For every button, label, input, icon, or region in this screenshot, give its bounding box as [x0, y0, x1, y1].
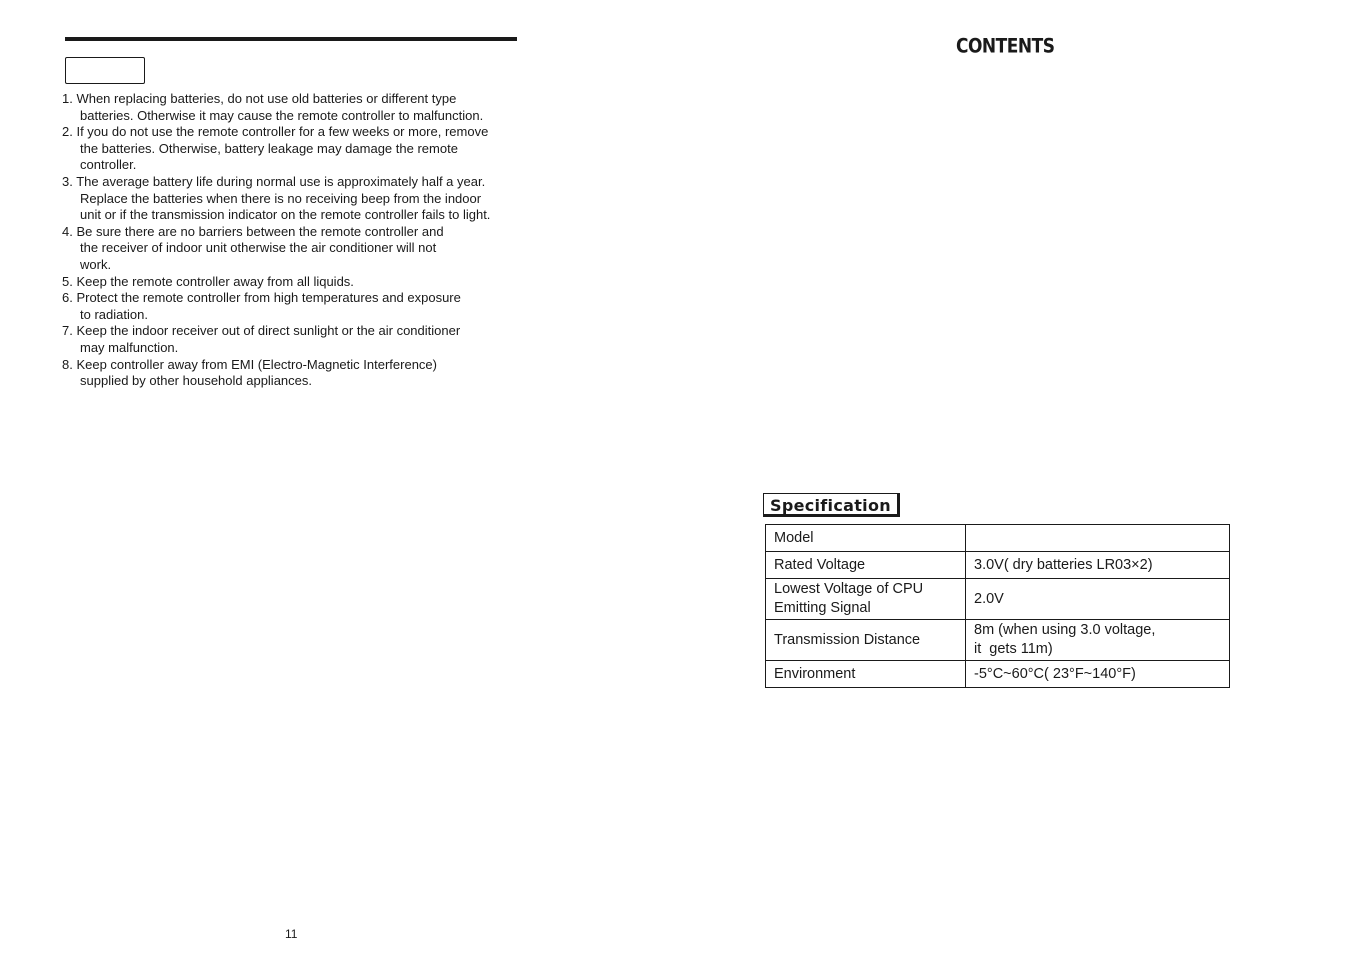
note-line: 3. The average battery life during normal use is approximately half a year.	[62, 173, 486, 189]
note-line: 2. If you do not use the remote controller for a few weeks or more, remove	[62, 124, 489, 140]
note-line: 8. Keep controller away from EMI (Electro-Magnetic Interference)	[62, 356, 437, 372]
top-rule	[65, 37, 517, 41]
specification-table	[765, 524, 1230, 688]
note-line: may malfunction.	[80, 339, 179, 355]
table-row	[766, 620, 1230, 661]
spec-value: -5°C~60°C( 23°F~140°F)	[966, 661, 1230, 688]
note-item	[62, 124, 542, 174]
page-number: 11	[285, 927, 298, 941]
section-label-box	[65, 57, 145, 84]
spec-value: 8m (when using 3.0 voltage, it gets 11m)	[966, 620, 1230, 661]
note-line: 1. When replacing batteries, do not use old batteries or different type	[62, 91, 457, 106]
contents-title: CONTENTS	[956, 35, 1055, 58]
note-line: batteries. Otherwise it may cause the remote controller to malfunction.	[80, 107, 484, 123]
note-line: Replace the batteries when there is no receiving beep from the indoor	[80, 190, 482, 206]
note-item	[62, 91, 542, 124]
note-item	[62, 290, 542, 323]
note-line: unit or if the transmission indicator on the remote controller fails to light.	[80, 207, 491, 223]
note-item	[62, 224, 542, 274]
spec-key: Model	[766, 525, 966, 552]
spec-key: Rated Voltage	[766, 552, 966, 579]
note-line: 4. Be sure there are no barriers between the remote controller and	[62, 223, 444, 239]
note-line: controller.	[80, 157, 137, 173]
table-row	[766, 525, 1230, 552]
spec-key: Environment	[766, 661, 966, 688]
spec-key: Transmission Distance	[766, 620, 966, 661]
table-row	[766, 552, 1230, 579]
note-line: to radiation.	[80, 306, 148, 322]
battery-notes-list	[62, 91, 542, 390]
note-item	[62, 323, 542, 356]
note-line: supplied by other household appliances.	[80, 373, 313, 389]
table-row	[766, 661, 1230, 688]
spec-value: 2.0V	[966, 579, 1230, 620]
note-line: the receiver of indoor unit otherwise the air conditioner will not	[80, 240, 437, 256]
table-row	[766, 579, 1230, 620]
spec-key: Lowest Voltage of CPU Emitting Signal	[766, 579, 966, 620]
note-line: the batteries. Otherwise, battery leakage may damage the remote	[80, 140, 458, 156]
note-item	[62, 174, 542, 224]
note-item	[62, 274, 542, 291]
spec-value: 3.0V( dry batteries LR03×2)	[966, 552, 1230, 579]
note-line: 7. Keep the indoor receiver out of direct sunlight or the air conditioner	[62, 323, 461, 339]
note-line: 5. Keep the remote controller away from all liquids.	[62, 273, 354, 289]
note-item	[62, 357, 542, 390]
note-line: work.	[80, 256, 112, 272]
spec-value	[966, 525, 1230, 552]
specification-heading: Specification	[763, 493, 900, 517]
note-line: 6. Protect the remote controller from high temperatures and exposure	[62, 290, 461, 306]
